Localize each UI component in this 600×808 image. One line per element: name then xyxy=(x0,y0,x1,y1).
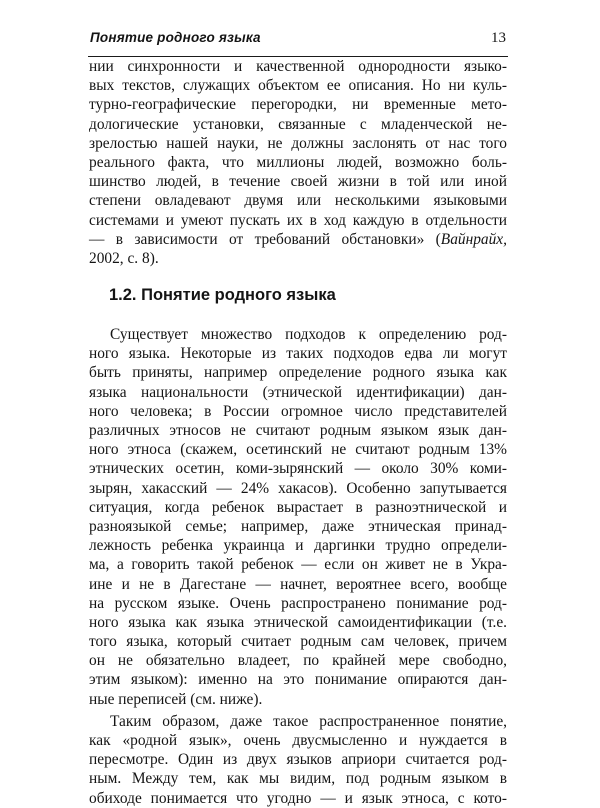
text-line: этнических осетин, коми-зырянский — около 30% коми- xyxy=(89,460,507,478)
paragraph-quote-continuation xyxy=(89,57,507,268)
text-line: ным. Между тем, как мы видим, под родным языком в xyxy=(89,770,507,788)
text-line: пересмотре. Один из двух языков априори считается род- xyxy=(89,751,507,769)
text-line: Таким образом, даже такое распространенное понятие, xyxy=(110,712,507,730)
text-line: того языка, который считает родным сам человек, причем xyxy=(89,633,507,651)
text-line: турно-географические перегородки, ни временные мето- xyxy=(89,96,507,114)
text-line: Существует множество подходов к определению род- xyxy=(110,326,507,344)
text-line: как «родной язык», очень двусмысленно и нуждается в xyxy=(89,732,507,749)
text-line xyxy=(89,230,507,249)
text-line: ного этноса (скажем, осетинский не считают родным 13% xyxy=(89,441,507,459)
text-line: лежность ребенка украинца и даргинки трудно определи- xyxy=(89,537,507,555)
text-line: реального факта, что миллионы людей, возможно боль- xyxy=(89,153,507,171)
text-line: системами и умеют пускать их в ход каждую в отдельности xyxy=(89,211,507,229)
text-line: он не обязательно владеет, по крайней мере свободно, xyxy=(89,652,507,670)
text-line: шинство людей, в течение своей жизни в той или иной xyxy=(89,173,507,191)
section-heading: 1.2. Понятие родного языка xyxy=(109,286,336,305)
text-line: различных этносов не считают родным языком язык дан- xyxy=(89,422,507,439)
text-line: разноязыкой семье; например, даже этническая принад- xyxy=(89,517,507,535)
paragraph-approaches xyxy=(89,325,507,709)
text-line: ного человека; в России огромное число представителей xyxy=(89,402,507,420)
text-line: языка национальности (этнической идентификации) дан- xyxy=(89,383,507,401)
text-line: зрелостью нашей науки, не должны заслонять от нас того xyxy=(89,134,507,152)
text-line: быть приняты, например определение родного языка как xyxy=(89,364,507,382)
text-line-start: — в зависимости от требований обстановки» ( xyxy=(89,230,441,248)
text-line: 2002, с. 8). xyxy=(89,249,159,267)
text-line: ного языка как языка этнической самоидентификации (т.е. xyxy=(89,613,507,631)
citation-author: Вайнрайх, xyxy=(440,230,507,248)
text-line: ного языка. Некоторые из таких подходов едва ли могут xyxy=(89,345,507,363)
text-line: ине и не в Дагестане — начнет, вероятнее всего, вообще xyxy=(89,575,507,593)
page-body xyxy=(89,57,507,808)
text-line: дологические установки, связанные с младенческой не- xyxy=(89,115,507,133)
running-title: Понятие родного языка xyxy=(90,30,261,45)
text-line: ситуация, когда ребенок вырастает в разноэтнической и xyxy=(89,498,507,516)
text-line: на русском языке. Очень распространено понимание род- xyxy=(89,594,507,612)
text-line: ные переписей (см. ниже). xyxy=(89,690,263,708)
running-header xyxy=(88,22,508,57)
text-line: обиходе понимается что угодно — и язык этноса, с кото- xyxy=(89,789,507,807)
page-number: 13 xyxy=(491,30,506,46)
text-line: степени овладевают двумя или несколькими языковыми xyxy=(89,192,507,210)
text-line: вых текстов, служащих объектом ее описания. Но ни куль- xyxy=(89,77,507,95)
text-line: ма, а говорить такой ребенок — если он живет не в Укра- xyxy=(89,556,507,574)
paragraph-conclusion xyxy=(89,712,507,808)
text-line: зырян, хакасский — 24% хакасов). Особенно запутывается xyxy=(89,479,507,497)
text-line: нии синхронности и качественной однородности языко- xyxy=(89,58,507,75)
text-line: этим языком): именно на это понимание опираются дан- xyxy=(89,671,507,689)
